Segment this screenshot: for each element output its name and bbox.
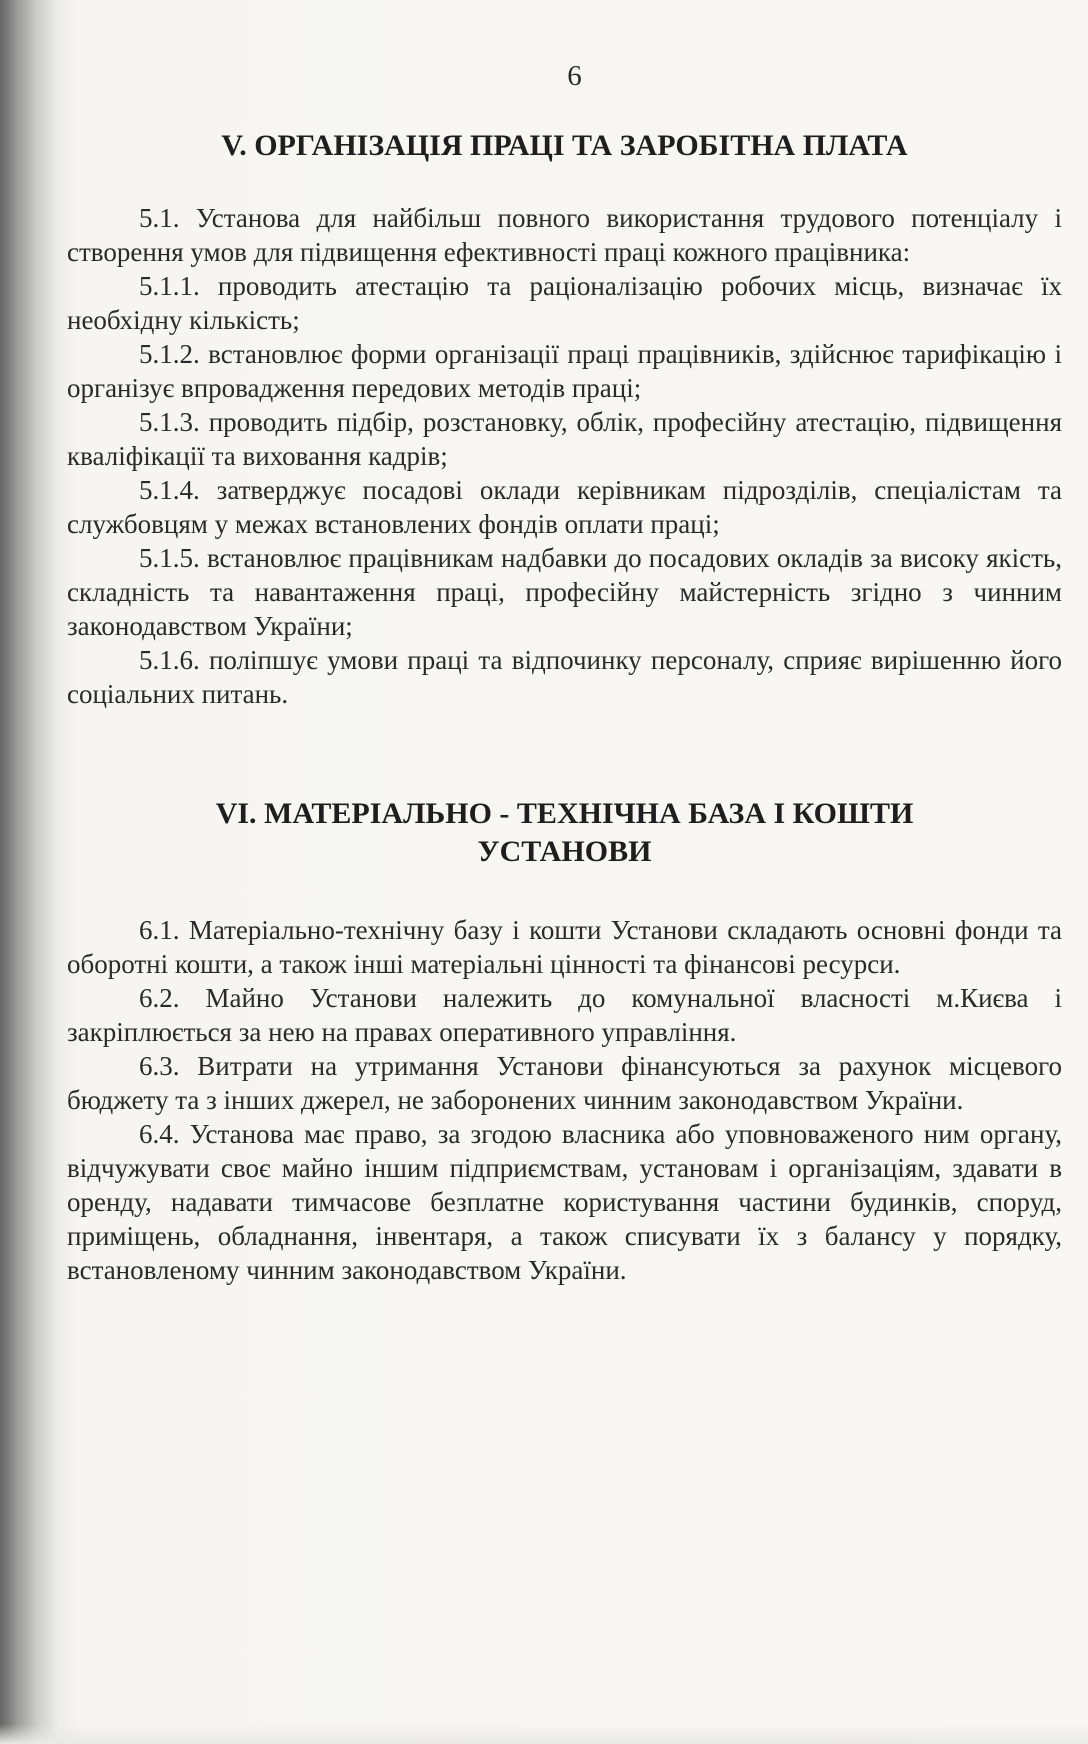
paragraph-5-1-3: 5.1.3. проводить підбір, розстановку, облік, професійну атестацію, підвищення кваліфікації та виховання кадрів; bbox=[67, 407, 1062, 471]
page-bottom-edge bbox=[0, 1724, 1088, 1744]
binding-shadow bbox=[0, 0, 58, 1744]
section-5-title: V. ОРГАНІЗАЦІЯ ПРАЦІ ТА ЗАРОБІТНА ПЛАТА bbox=[221, 129, 908, 162]
paragraph-5-1-4: 5.1.4. затверджує посадові оклади керівникам підрозділів, спеціалістам та службовцям у межах встановлених фондів оплати праці; bbox=[67, 475, 1062, 539]
section-6-title bbox=[67, 795, 1062, 871]
paragraph-5-1-5: 5.1.5. встановлює працівникам надбавки до посадових окладів за високу якість, складність та навантаження праці, професійну майстерність згідно з чинним законодавством України; bbox=[67, 543, 1062, 641]
page-number: 6 bbox=[567, 60, 582, 92]
paragraph-5-1: 5.1. Установа для найбільш повного використання трудового потенціалу і створення умов для підвищення ефективності праці кожного працівника: bbox=[67, 203, 1062, 267]
paragraph-6-1: 6.1. Матеріально-технічну базу і кошти Установи складають основні фонди та оборотні кошти, а також інші матеріальні цінності та фінансові ресурси. bbox=[67, 915, 1062, 979]
paragraph-5-1-1: 5.1.1. проводить атестацію та раціоналізацію робочих місць, визначає їх необхідну кількість; bbox=[67, 271, 1062, 335]
section-6-title-line-2: УСТАНОВИ bbox=[477, 835, 652, 868]
section-6-title-line-1: VI. МАТЕРІАЛЬНО - ТЕХНІЧНА БАЗА І КОШТИ bbox=[215, 797, 914, 830]
paragraph-5-1-2: 5.1.2. встановлює форми організації праці працівників, здійснює тарифікацію і організує впровадження передових методів праці; bbox=[67, 339, 1062, 403]
section-6-body bbox=[67, 913, 1062, 1287]
paragraph-6-3: 6.3. Витрати на утримання Установи фінансуються за рахунок місцевого бюджету та з інших джерел, не заборонених чинним законодавством України. bbox=[67, 1051, 1062, 1115]
document-content bbox=[67, 60, 1062, 1287]
paragraph-5-1-6: 5.1.6. поліпшує умови праці та відпочинку персоналу, сприяє вирішенню його соціальних питань. bbox=[67, 645, 1062, 709]
section-5-body bbox=[67, 201, 1062, 711]
paragraph-6-2: 6.2. Майно Установи належить до комунальної власності м.Києва і закріплюється за нею на правах оперативного управління. bbox=[67, 983, 1062, 1047]
paragraph-6-4: 6.4. Установа має право, за згодою власника або уповноваженого ним органу, відчужувати своє майно іншим підприємствам, установам і організаціям, здавати в оренду, надавати тимчасове безплатне користування частини будинків, споруд, приміщень, обладнання, інвентаря, а також списувати їх з балансу у порядку, встановленому чинним законодавством України. bbox=[67, 1119, 1062, 1285]
